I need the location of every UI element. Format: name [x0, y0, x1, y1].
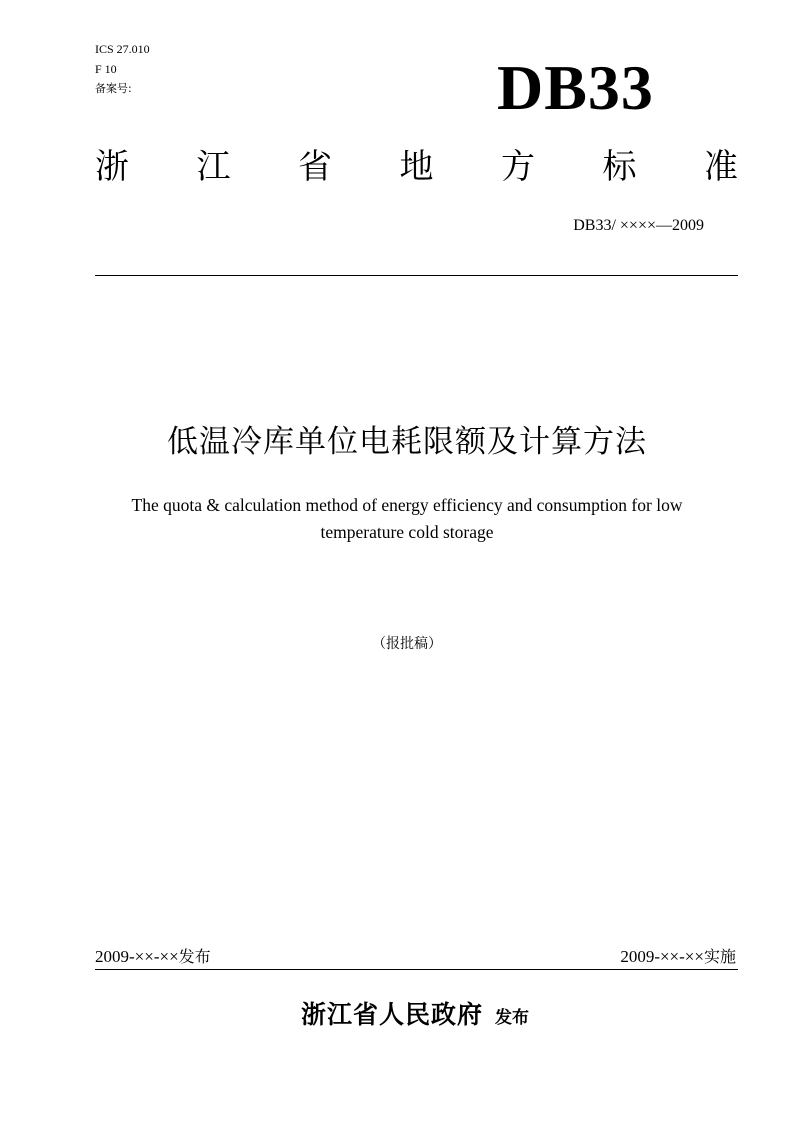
standard-title-char: 方 — [501, 147, 535, 187]
footer-divider — [95, 969, 738, 970]
issue-date-label: 发布 — [178, 947, 211, 966]
ics-code: ICS 27.010 — [95, 42, 150, 56]
implementation-date-value: 2009-××-×× — [620, 947, 704, 966]
english-title-line-2: temperature cold storage — [320, 522, 494, 542]
standard-title-char: 标 — [602, 147, 637, 187]
chinese-title: 低温冷库单位电耗限额及计算方法 — [167, 424, 647, 460]
english-title — [95, 492, 719, 546]
issue-date — [95, 946, 211, 968]
implementation-date-label: 实施 — [703, 947, 736, 966]
standard-title-char: 准 — [704, 147, 738, 187]
publisher-line — [0, 995, 794, 1035]
classification-code: F 10 — [95, 62, 117, 76]
english-title-line-1: The quota & calculation method of energy efficiency and consumption for low — [131, 495, 683, 515]
db-code-heading: DB33 — [497, 52, 654, 123]
standard-title-char: 省 — [298, 147, 332, 187]
publisher-name: 浙江省人民政府 — [300, 1000, 483, 1029]
standard-type-title — [95, 145, 738, 189]
standard-number: DB33/ ××××—2009 — [573, 217, 704, 234]
issue-date-value: 2009-××-×× — [95, 947, 179, 966]
standard-title-char: 地 — [399, 147, 434, 187]
record-number-label: 备案号: — [95, 82, 132, 95]
standard-title-char: 江 — [196, 147, 231, 187]
standard-title-char: 浙 — [95, 147, 129, 187]
draft-status-label: （报批稿） — [372, 636, 442, 652]
header-divider — [95, 275, 738, 276]
publish-action-label: 发布 — [495, 1008, 529, 1028]
implementation-date — [620, 946, 736, 968]
